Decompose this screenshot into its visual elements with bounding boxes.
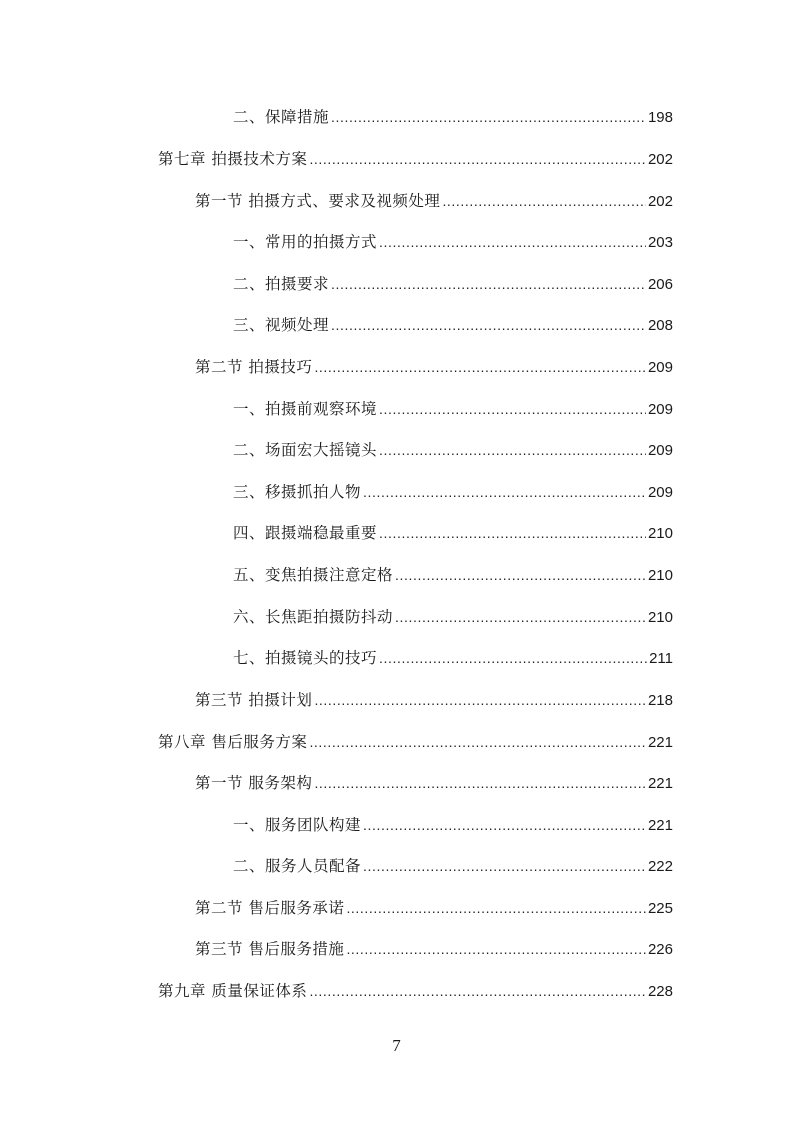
toc-entry-page: 206	[647, 276, 673, 293]
toc-entry-title: 第八章 售后服务方案	[158, 733, 308, 751]
toc-entry-title: 二、拍摄要求	[233, 275, 330, 293]
toc-entry-title: 第二节 售后服务承诺	[195, 899, 345, 917]
dot-leader	[331, 313, 646, 337]
toc-entry-title: 第三节 拍摄计划	[195, 691, 313, 709]
dot-leader	[363, 854, 646, 878]
toc-entry[interactable]	[233, 397, 673, 421]
toc-entry[interactable]	[233, 605, 673, 629]
toc-entry-page: 221	[647, 775, 673, 792]
toc-entry-page: 221	[647, 734, 673, 751]
toc-entry-page: 203	[647, 234, 673, 251]
toc-entry-page: 218	[647, 692, 673, 709]
toc-entry-page: 209	[647, 484, 673, 501]
toc-entry-title: 三、移摄抓拍人物	[233, 483, 362, 501]
toc-entry[interactable]	[233, 480, 673, 504]
toc-entry-page: 198	[647, 109, 673, 126]
toc-entry[interactable]	[233, 105, 673, 129]
dot-leader	[314, 688, 646, 712]
toc-entry-page: 210	[647, 567, 673, 584]
dot-leader	[442, 189, 646, 213]
toc-entry-page: 209	[647, 442, 673, 459]
toc-entry-page: 225	[647, 900, 673, 917]
toc-entry[interactable]	[233, 563, 673, 587]
toc-entry[interactable]	[233, 438, 673, 462]
toc-entry[interactable]	[233, 813, 673, 837]
dot-leader	[331, 105, 646, 129]
toc-entry[interactable]	[195, 688, 673, 712]
toc-entry-page: 211	[649, 650, 673, 667]
toc-entry-page: 210	[647, 525, 673, 542]
dot-leader	[309, 147, 646, 171]
dot-leader	[346, 937, 646, 961]
toc-entry-title: 一、服务团队构建	[233, 816, 362, 834]
toc-entry-title: 第七章 拍摄技术方案	[158, 150, 308, 168]
toc-entry-title: 第九章 质量保证体系	[158, 982, 308, 1000]
dot-leader	[314, 355, 646, 379]
dot-leader	[395, 605, 646, 629]
toc-entry[interactable]	[195, 189, 673, 213]
toc-entry-title: 第一节 拍摄方式、要求及视频处理	[195, 192, 441, 210]
toc-entry-title: 六、长焦距拍摄防抖动	[233, 608, 394, 626]
toc-entry-title: 七、拍摄镜头的技巧	[233, 649, 378, 667]
toc-entry-title: 二、场面宏大摇镜头	[233, 441, 378, 459]
dot-leader	[363, 813, 646, 837]
toc-entry-page: 202	[647, 193, 673, 210]
dot-leader	[379, 646, 647, 670]
dot-leader	[379, 397, 646, 421]
toc-entry-title: 第二节 拍摄技巧	[195, 358, 313, 376]
dot-leader	[346, 896, 646, 920]
dot-leader	[379, 521, 646, 545]
dot-leader	[309, 979, 646, 1003]
toc-entry-page: 209	[647, 359, 673, 376]
toc-entry[interactable]	[195, 355, 673, 379]
toc-entry-page: 209	[647, 401, 673, 418]
toc-entry-title: 三、视频处理	[233, 316, 330, 334]
toc-entry-page: 226	[647, 941, 673, 958]
toc-entry[interactable]	[233, 521, 673, 545]
toc-entry[interactable]	[233, 230, 673, 254]
toc-entry[interactable]	[233, 646, 673, 670]
toc-entry-page: 228	[647, 983, 673, 1000]
dot-leader	[379, 438, 646, 462]
dot-leader	[331, 272, 646, 296]
toc-entry[interactable]	[158, 979, 673, 1003]
toc-entry-title: 二、服务人员配备	[233, 857, 362, 875]
toc-entry[interactable]	[233, 272, 673, 296]
toc-entry[interactable]	[158, 730, 673, 754]
toc-entry-page: 221	[647, 817, 673, 834]
toc-entry[interactable]	[195, 896, 673, 920]
toc-entry-title: 五、变焦拍摄注意定格	[233, 566, 394, 584]
dot-leader	[314, 771, 646, 795]
toc-entry[interactable]	[233, 854, 673, 878]
toc-entry-title: 二、保障措施	[233, 108, 330, 126]
dot-leader	[379, 230, 646, 254]
toc-entry[interactable]	[233, 313, 673, 337]
dot-leader	[395, 563, 646, 587]
toc-entry-title: 四、跟摄端稳最重要	[233, 524, 378, 542]
toc-entry[interactable]	[195, 937, 673, 961]
toc-entry-page: 202	[647, 151, 673, 168]
dot-leader	[363, 480, 646, 504]
toc-entry[interactable]	[195, 771, 673, 795]
toc-entry-title: 一、常用的拍摄方式	[233, 233, 378, 251]
toc-entry-page: 208	[647, 317, 673, 334]
toc-entry-title: 第一节 服务架构	[195, 774, 313, 792]
toc-entry-page: 210	[647, 609, 673, 626]
page-number: 7	[392, 1036, 401, 1055]
toc-entry-page: 222	[647, 858, 673, 875]
toc-entry-title: 一、拍摄前观察环境	[233, 400, 378, 418]
dot-leader	[309, 730, 646, 754]
toc-entry[interactable]	[158, 147, 673, 171]
toc-entry-title: 第三节 售后服务措施	[195, 940, 345, 958]
